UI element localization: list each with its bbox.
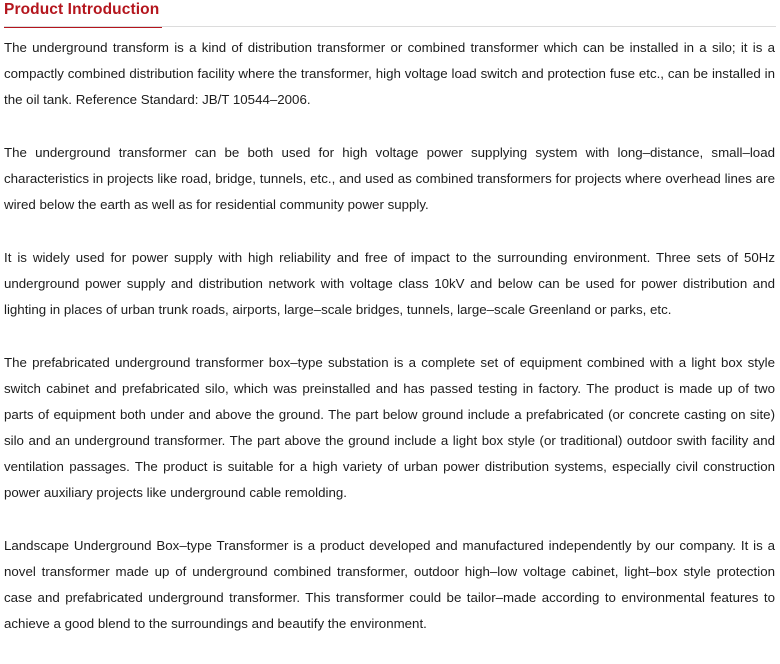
paragraph-usage: It is widely used for power supply with high reliability and free of impact to the surrounding environment. Three sets of 50Hz underground power supply and distribution network with voltage class 10kV and below can be used for power distribution and lighting in places of urban trunk roads, airports, large–scale bridges, tunnels, large–scale Greenland or parks, etc. xyxy=(4,250,775,317)
paragraph-landscape-transformer: Landscape Underground Box–type Transformer is a product developed and manufactured independently by our company. It is a novel transformer made up of underground combined transformer, outdoor high–low voltage cabinet, light–box style protection case and prefabricated underground transformer. This transformer could be tailor–made according to environmental features to achieve a good blend to the surroundings and beautify the environment. xyxy=(4,538,775,631)
article-body xyxy=(4,35,775,664)
header-divider xyxy=(4,26,776,27)
section-header xyxy=(4,0,162,28)
paragraph-overview: The underground transform is a kind of distribution transformer or combined transformer which can be installed in a silo; it is a compactly combined distribution facility where the transformer, high voltage load switch and protection fuse etc., can be installed in the oil tank. Reference Standard: JB/T 10544–2006. xyxy=(4,40,775,107)
paragraph-applications: The underground transformer can be both used for high voltage power supplying system with long–distance, small–load characteristics in projects like road, bridge, tunnels, etc., and used as combined transformers for projects where overhead lines are wired below the earth as well as for residential community power supply. xyxy=(4,145,775,212)
page-title: Product Introduction xyxy=(4,1,160,18)
paragraph-prefabricated-substation: The prefabricated underground transformer box–type substation is a complete set of equipment combined with a light box style switch cabinet and prefabricated silo, which was preinstalled and has passed testing in factory. The product is made up of two parts of equipment both under and above the ground. The part below ground include a prefabricated (or concrete casting on site) silo and an underground transformer. The part above the ground include a light box style (or traditional) outdoor swith facility and ventilation passages. The product is suitable for a high variety of urban power distribution systems, especially civil construction power auxiliary projects like underground cable remolding. xyxy=(4,355,775,500)
